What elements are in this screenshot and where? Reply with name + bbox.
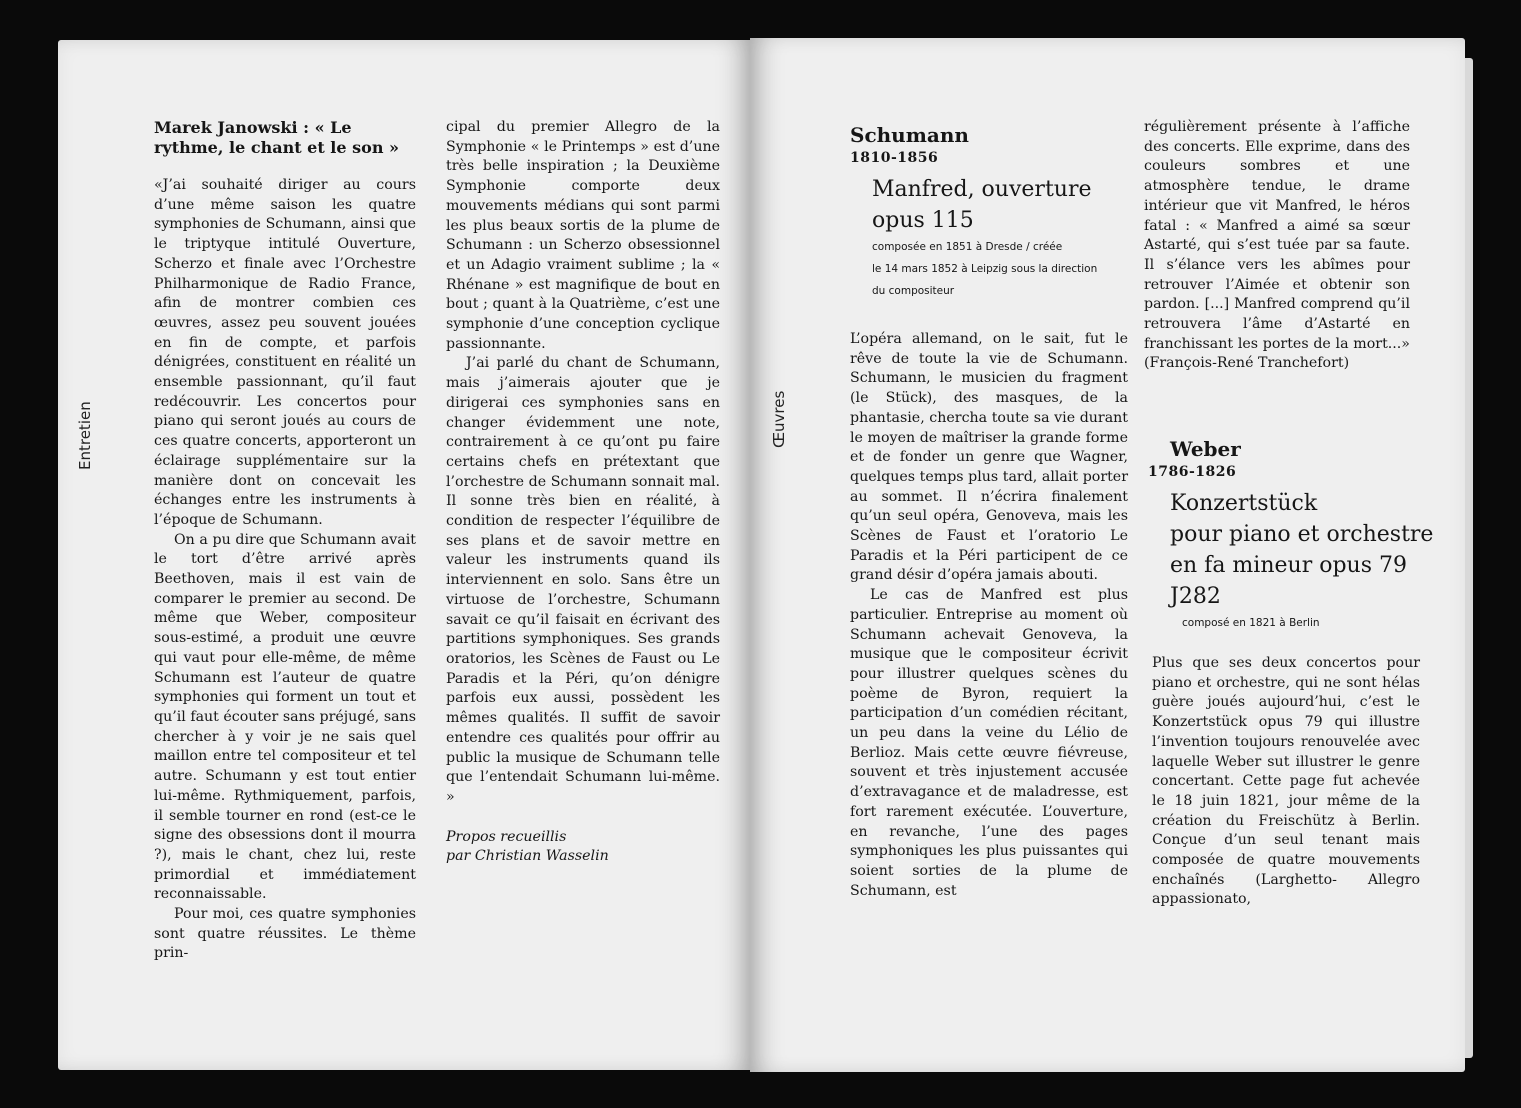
paragraph: J’ai parlé du chant de Schumann, mais j’aimerais ajouter que je dirigerai ces symphonies sans en changer évidemment une note, contrairement à ce qu’ont pu faire certains chefs en prétextant que l’orchestre de Schumann sonnait mal. Il sonne très bien en réalité, à condition de respecter l’équilibre de ses plans et de savoir mettre en valeur les instruments quand ils interviennent en solo. Sans être un virtuose de l’orchestre, Schumann savait ce qu’il faisait en écrivant des partitions symphoniques. Ses grands oratorios, les Scènes de Faust ou Le Paradis et la Péri, qu’on dénigre parfois eux aussi, possèdent les mêmes qualités. Il suffit de savoir entendre ces qualités pour offrir au public la musique de Schumann telle que l’entendait Schumann lui-même. »: [446, 355, 720, 805]
paragraph: «J’ai souhaité diriger au cours d’une même saison les quatre symphonies de Schumann, ainsi que le triptyque intitulé Ouverture, Scherzo et finale avec l’Orchestre Philharmonique de Radio France, afin de montrer combien ces œuvres, assez peu souvent jouées en fin de compte, et parfois dénigrées, constituent en réalité un ensemble passionnant, qu’il faut redécouvrir. Les concertos pour piano qui seront joués au cours de ces quatre concerts, apporteront un éclairage supplémentaire sur la manière dont on concevait les échanges entre les instruments à l’époque de Schumann.: [154, 177, 416, 528]
paragraph: Pour moi, ces quatre symphonies sont quatre réussites. Le thème prin-: [154, 906, 416, 962]
left-page: [58, 40, 750, 1070]
paragraph: Le cas de Manfred est plus particulier. Entreprise au moment où Schumann achevait Genoveva, la musique que le compositeur écrivit pour illustrer quelques scènes du poème de Byron, requiert la participation d’un comédien récitant, un peu dans la veine du Lélio de Berlioz. Mais cette œuvre fiévreuse, souvent et très injustement accusée d’extravagance et de maladresse, est fort rarement exécutée. L’ouverture, en revanche, l’une des pages symphoniques les plus puissantes qui soient sorties de la plume de Schumann, est: [850, 587, 1128, 899]
section-label-entretien: Entretien: [76, 401, 94, 470]
schumann-body: [850, 330, 1128, 901]
composer-name: Weber: [1170, 437, 1241, 461]
schumann-continuation: [1144, 118, 1410, 374]
work-title-line: Manfred, ouverture: [872, 177, 1092, 202]
paragraph: Plus que ses deux concertos pour piano et orchestre, qui ne sont hélas guère joués aujourd’hui, c’est le Konzertstück opus 79 qui illustre l’invention toujours renouvelée avec laquelle Weber sut illustrer le genre concertant. Cette page fut achevée le 18 juin 1821, jour même de la création du Freischütz à Berlin. Conçue d’un seul tenant mais composée de quatre mouvements enchaînés (Larghetto- Allegro appassionato,: [1152, 655, 1420, 908]
work-title-line: J282: [1170, 584, 1221, 609]
work-title: [872, 174, 1140, 236]
work-title-line: en fa mineur opus 79: [1170, 553, 1407, 578]
interview-credit: [446, 828, 720, 867]
paragraph: régulièrement présente à l’affiche des concerts. Elle exprime, dans des couleurs sombres et une atmosphère tendue, le drame intérieur que vit Manfred, le héros fatal : « Manfred a aimé sa sœur Astarté, qui s’est tuée par sa faute. Il s’élance vers les abîmes pour retrouver l’Aimée et obtenir son pardon. [...] Manfred comprend qu’il retrouvera l’âme d’Astarté en franchissant les portes de la mort...» (François-René Tranchefort): [1144, 119, 1410, 372]
work-note-line: composée en 1851 à Dresde / créée: [872, 241, 1063, 253]
work-note-line: le 14 mars 1852 à Leipzig sous la direction: [872, 263, 1098, 275]
work-note-line: du compositeur: [872, 285, 955, 297]
weber-heading: [1148, 436, 1448, 634]
credit-line: par Christian Wasselin: [446, 848, 609, 865]
composer-name: Schumann: [850, 123, 969, 147]
work-note: composé en 1821 à Berlin: [1182, 617, 1320, 629]
paragraph: L’opéra allemand, on le sait, fut le rêve de toute la vie de Schumann. Schumann, le musicien du fragment (le Stück), des masques, de la phantasie, chercha toute sa vie durant le moyen de maîtriser la grande forme et de fonder un genre que Wagner, quelques temps plus tard, allait porter au sommet. Il n’écrira finalement qu’un seul opéra, Genoveva, mais les Scènes de Faust et l’oratorio Le Paradis et la Péri participent de ce grand désir d’opéra jamais abouti.: [850, 331, 1128, 584]
section-label-oeuvres: Œuvres: [770, 390, 788, 448]
schumann-heading: [850, 122, 1140, 302]
right-page: [750, 38, 1465, 1072]
work-title-line: opus 115: [872, 208, 974, 233]
work-title: [1170, 488, 1448, 612]
interview-title: Marek Janowski : « Le rythme, le chant et le son »: [154, 118, 400, 157]
left-column-2: [446, 118, 720, 867]
work-note: [872, 236, 1140, 302]
work-title-line: Konzertstück: [1170, 491, 1318, 516]
paragraph: cipal du premier Allegro de la Symphonie « le Printemps » est d’une très belle inspiration ; la Deuxième Symphonie comporte deux mouvements médians qui sont parmi les plus beaux sortis de la plume de Schumann : un Scherzo obsessionnel et un Adagio vraiment sublime ; la « Rhénane » est magnifique de bout en bout ; quant à la Quatrième, c’est une symphonie d’une conception cyclique passionnante.: [446, 119, 720, 352]
weber-body: [1152, 654, 1420, 910]
left-column-1: [154, 118, 416, 964]
credit-line: Propos recueillis: [446, 828, 567, 845]
page-edge: [1465, 58, 1473, 1058]
composer-dates: 1810-1856: [850, 150, 939, 166]
paragraph: On a pu dire que Schumann avait le tort d’être arrivé après Beethoven, mais il est vain de comparer le premier au second. De même que Weber, compositeur sous-estimé, a produit une œuvre qui vaut pour elle-même, de même Schumann est l’auteur de quatre symphonies qui forment un tout et qu’il faut écouter sans préjugé, sans chercher à y voir je ne sais quel maillon entre tel compositeur et tel autre. Schumann y est tout entier lui-même. Rythmiquement, parfois, il semble tourner en rond (est-ce le signe des obsessions dont il mourra ?), mais le chant, chez lui, reste primordial et immédiatement reconnaissable.: [154, 531, 416, 903]
composer-dates: 1786-1826: [1148, 464, 1237, 480]
work-title-line: pour piano et orchestre: [1170, 522, 1434, 547]
